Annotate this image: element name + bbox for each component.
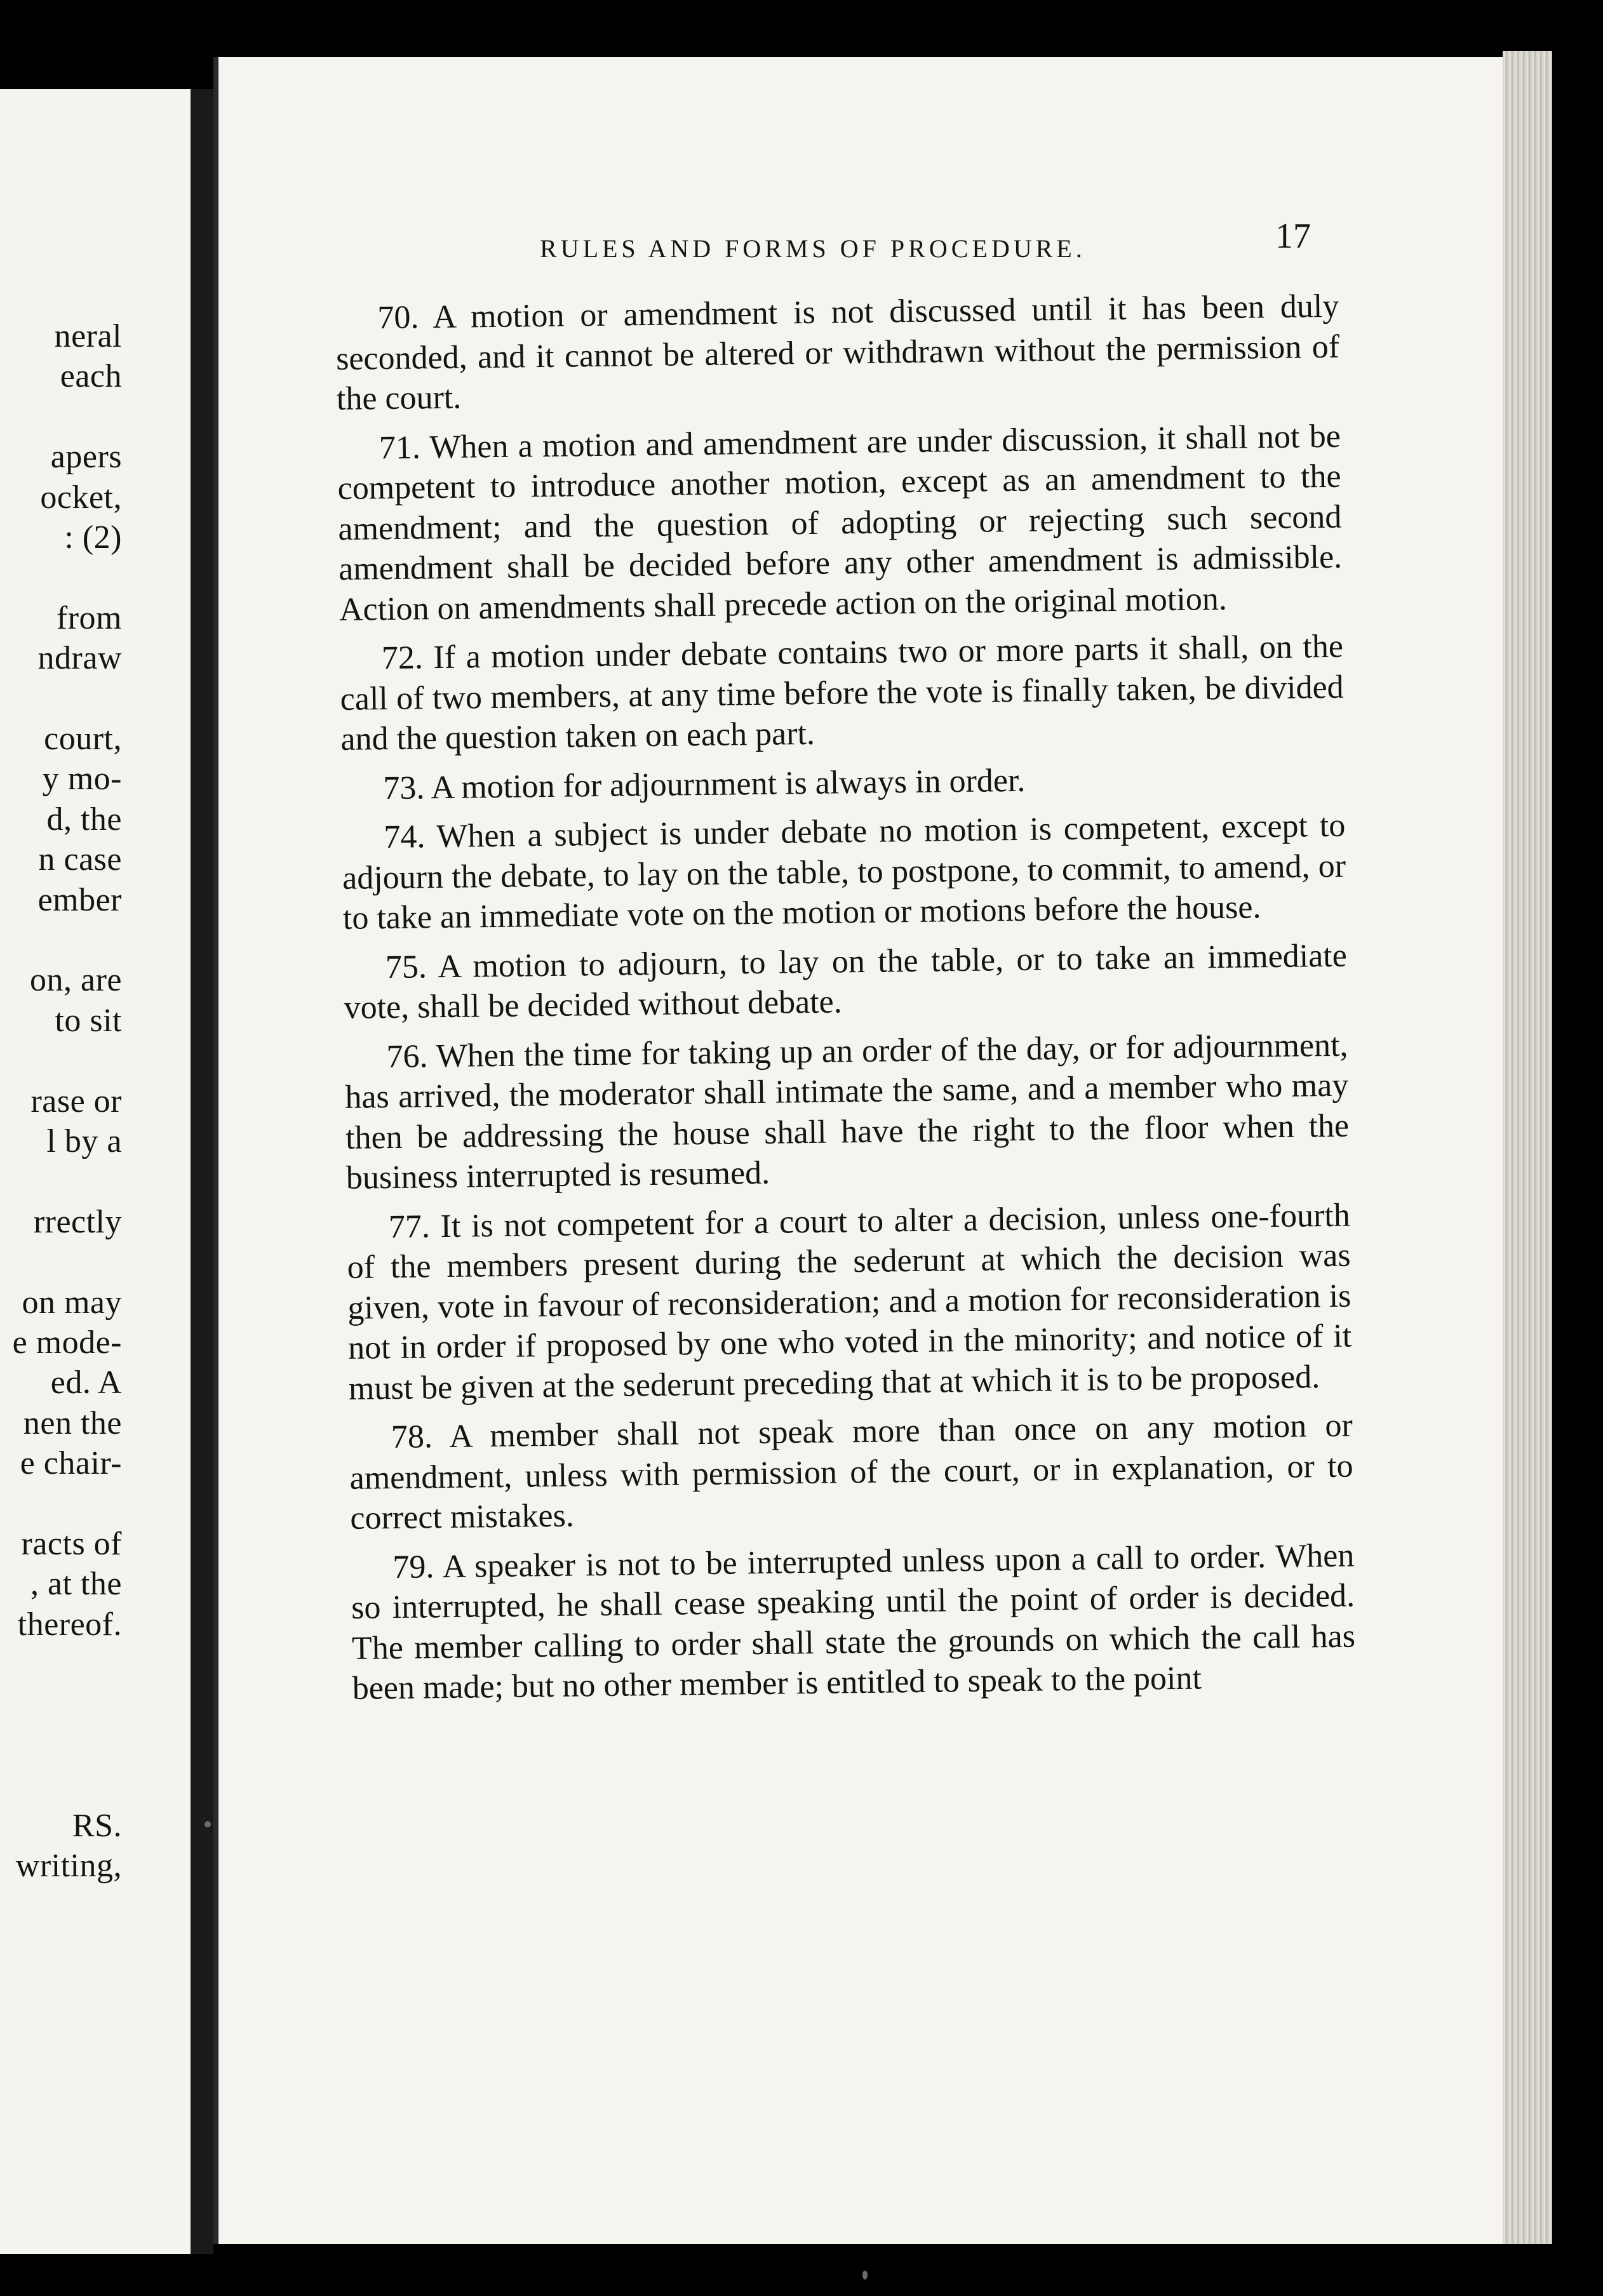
previous-page-line: ocket, [40, 479, 122, 516]
rule-text: When the time for taking up an order of the day, or for adjournment, has arrived, the moderator shall intimate the same, and a member who may then be addressing the house shall have the right to the floor when the business interrupted is resumed. [345, 1027, 1350, 1196]
previous-page-line: racts of [21, 1526, 122, 1562]
previous-page-line: nen the [23, 1405, 122, 1441]
rule-number: 78. [391, 1418, 433, 1456]
previous-page-line: to sit [55, 1002, 122, 1039]
rule-paragraph [341, 756, 1345, 809]
previous-page-line: writing, [15, 1848, 122, 1885]
previous-page-line: ed. A [50, 1365, 122, 1401]
book-gutter [191, 89, 213, 2254]
rule-paragraph [344, 1025, 1350, 1198]
rule-text: When a subject is under debate no motion is competent, except to adjourn the debate, to lay on the table, to postpone, to commit, to amend, or to take an immediate vote on the motion or motions before the house. [342, 807, 1346, 937]
rule-number: 77. [388, 1208, 431, 1245]
previous-page-line: l by a [46, 1123, 122, 1159]
previous-page-line: from [56, 599, 122, 636]
rule-paragraph [337, 416, 1343, 630]
previous-page-line: neral [54, 318, 122, 354]
page-body [335, 286, 1356, 1718]
rule-text: A motion for adjournment is always in order. [431, 762, 1026, 806]
previous-page-line: e mode- [12, 1325, 122, 1361]
previous-page-line: d, the [46, 801, 122, 838]
previous-page-line: y mo- [42, 761, 122, 798]
rule-text: A motion or amendment is not discussed until it has been duly seconded, and it cannot be altered or withdrawn without the permission of the court. [335, 288, 1340, 417]
rule-paragraph [343, 935, 1347, 1028]
running-head: RULES AND FORMS OF PROCEDURE. [540, 234, 1086, 263]
rule-paragraph [349, 1406, 1354, 1539]
scan-speck [205, 1821, 211, 1827]
page-number: 17 [1275, 217, 1311, 256]
previous-page-line: ndraw [37, 640, 122, 677]
rule-number: 76. [386, 1038, 428, 1075]
previous-page-line: : (2) [64, 519, 122, 556]
previous-page-line: e chair- [20, 1445, 122, 1482]
rule-text: When a motion and amendment are under discussion, it shall not be competent to introduce another motion, except as an amendment to the amendment; and the question of adopting or rejecting such second amendment shall be decided before any other amendment is admissible. Action on amendments shall precede action on the original motion. [337, 418, 1343, 628]
rule-paragraph [342, 806, 1346, 939]
rule-text: A member shall not speak more than once on any motion or amendment, unless with permission of the court, or in explanation, or to correct mistakes. [349, 1407, 1353, 1537]
rule-number: 79. [392, 1548, 434, 1585]
previous-page-line: , at the [30, 1566, 122, 1603]
page-edge [1503, 51, 1552, 2244]
previous-page-fragment [0, 89, 191, 2254]
previous-page-line: court, [44, 721, 122, 757]
previous-page-line: on, are [30, 962, 122, 999]
previous-page-lines [0, 89, 191, 2254]
rule-text: It is not competent for a court to alter a decision, unless one-fourth of the members present during the sederunt at which the decision was given, vote in favour of reconsideration; and a motion for reconsideration is not in order if proposed by one who voted in the minority; and notice of it must be given at the sederunt preceding that at which it is to be proposed. [347, 1197, 1352, 1407]
previous-page-line: rase or [30, 1083, 122, 1119]
rule-paragraph [340, 627, 1345, 760]
previous-page-line: RS. [72, 1807, 122, 1844]
rule-text: A motion to adjourn, to lay on the table, or to take an immediate vote, shall be decided without debate. [344, 937, 1348, 1026]
previous-page-line: on may [22, 1284, 122, 1321]
previous-page-line: apers [50, 439, 122, 476]
previous-page-line: n case [38, 841, 122, 878]
rule-number: 75. [385, 948, 427, 985]
rule-text: A speaker is not to be interrupted unless upon a call to order. When so interrupted, he shall cease speaking until the point of order is decided. The member calling to order shall state the grounds on which the call has been made; but no other member is entitled to speak to the point [351, 1537, 1356, 1707]
rule-number: 71. [379, 429, 421, 466]
rule-paragraph [335, 286, 1340, 420]
rule-text: If a motion under debate contains two or more parts it shall, on the call of two members, at any time before the vote is finally taken, be divided and the question taken on each part. [340, 628, 1344, 758]
previous-page-line: rrectly [33, 1203, 122, 1240]
previous-page-line: each [60, 358, 122, 395]
previous-page-line: thereof. [17, 1606, 122, 1643]
scan-speck [862, 2271, 868, 2279]
rule-number: 73. [383, 769, 425, 806]
rule-number: 70. [377, 299, 419, 337]
rule-number: 72. [381, 639, 424, 677]
previous-page-line: ember [37, 881, 122, 918]
rule-paragraph [351, 1535, 1356, 1709]
rule-paragraph [346, 1195, 1352, 1409]
rule-number: 74. [384, 818, 426, 856]
